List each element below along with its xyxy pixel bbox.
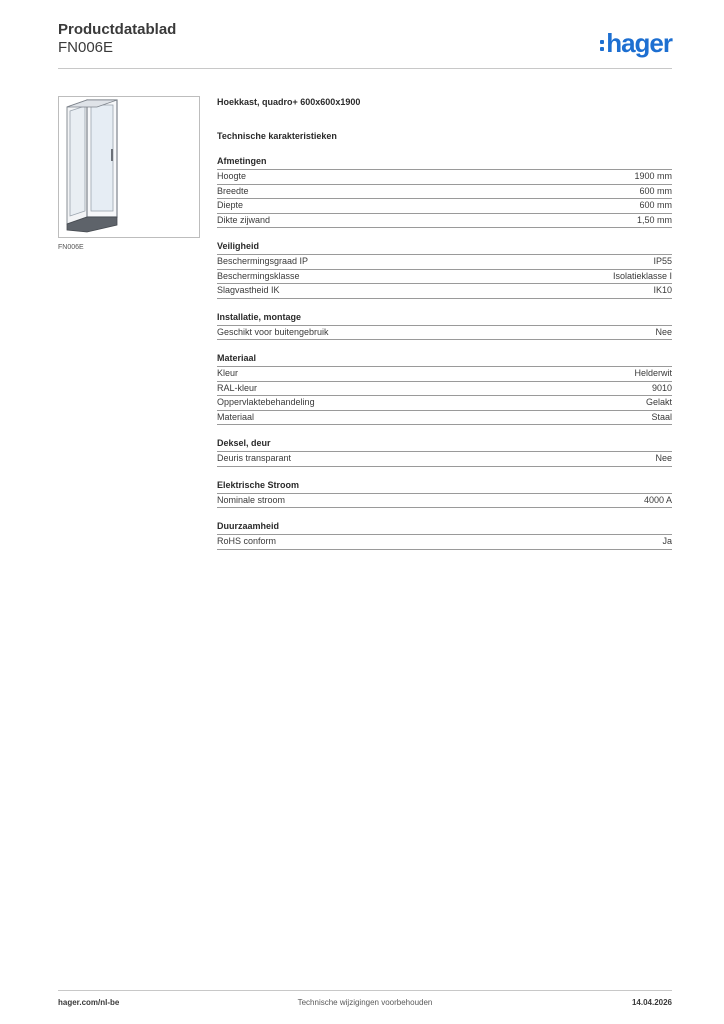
spec-row [217, 214, 672, 229]
page-header [58, 20, 176, 57]
spec-row [217, 270, 672, 285]
image-caption: FN006E [58, 244, 84, 251]
spec-label: Breedte [217, 185, 249, 196]
spec-label: RAL-kleur [217, 382, 258, 393]
product-name: Hoekkast, quadro+ 600x600x1900 [217, 97, 361, 107]
spec-section [217, 241, 672, 299]
hager-logo [600, 30, 672, 56]
section-title: Duurzaamheid [217, 521, 672, 535]
spec-row [217, 396, 672, 411]
spec-row [217, 494, 672, 509]
spec-row [217, 382, 672, 397]
footer-date: 14.04.2026 [631, 998, 672, 1007]
spec-row [217, 411, 672, 426]
footer-website[interactable]: hager.com/nl-be [58, 998, 120, 1007]
spec-label: Deuris transparant [217, 453, 292, 463]
spec-row [217, 284, 672, 299]
spec-value: 600 mm [639, 185, 672, 196]
spec-value: 1900 mm [634, 171, 672, 181]
spec-label: Geschikt voor buitengebruik [217, 326, 329, 337]
spec-value: Helderwit [634, 368, 672, 378]
spec-label: Beschermingsgraad IP [217, 256, 309, 266]
spec-row [217, 185, 672, 200]
spec-label: RoHS conform [217, 536, 277, 546]
section-title: Veiligheid [217, 241, 672, 255]
logo-dots-icon [600, 40, 604, 51]
tech-heading: Technische karakteristieken [217, 131, 337, 141]
spec-value: Staal [651, 411, 672, 422]
spec-row [217, 170, 672, 185]
spec-value: Ja [662, 536, 672, 546]
spec-label: Slagvastheid IK [217, 285, 280, 295]
footer-notice: Technische wijzigingen voorbehouden [297, 998, 433, 1007]
spec-section [217, 480, 672, 509]
spec-value: Isolatieklasse I [612, 270, 672, 281]
spec-value: 600 mm [639, 200, 672, 210]
spec-section [217, 353, 672, 425]
spec-section [217, 312, 672, 341]
page-footer [58, 998, 672, 1007]
spec-section [217, 521, 672, 550]
spec-label: Nominale stroom [217, 494, 286, 505]
logo-text: hager [606, 28, 672, 58]
section-title: Materiaal [217, 353, 672, 367]
spec-sections [217, 156, 672, 550]
spec-label: Kleur [217, 368, 239, 378]
spec-label: Materiaal [217, 411, 255, 422]
spec-row [217, 199, 672, 214]
section-title: Elektrische Stroom [217, 480, 672, 494]
product-image [58, 96, 200, 238]
spec-row [217, 367, 672, 382]
spec-value: IP55 [653, 256, 672, 266]
spec-row [217, 255, 672, 270]
section-title: Deksel, deur [217, 438, 672, 452]
spec-value: 1,50 mm [636, 214, 672, 225]
spec-value: Nee [655, 453, 672, 463]
section-title: Afmetingen [217, 156, 672, 170]
spec-section [217, 156, 672, 228]
page-title: Productdatablad [58, 21, 177, 38]
spec-label: Oppervlaktebehandeling [217, 397, 315, 407]
spec-label: Dikte zijwand [217, 214, 271, 225]
spec-value: Nee [655, 326, 672, 337]
section-title: Installatie, montage [217, 312, 672, 326]
header-divider [58, 68, 672, 69]
enclosure-cabinet-icon [59, 97, 199, 237]
spec-label: Hoogte [217, 171, 247, 181]
spec-row [217, 535, 672, 550]
spec-value: 9010 [651, 382, 672, 393]
spec-section [217, 438, 672, 467]
product-code: FN006E [58, 39, 114, 56]
spec-row [217, 326, 672, 341]
footer-divider [58, 990, 672, 991]
spec-content [217, 96, 672, 550]
spec-value: 4000 A [643, 494, 672, 505]
spec-label: Beschermingsklasse [217, 270, 300, 281]
spec-label: Diepte [217, 200, 244, 210]
spec-value: Gelakt [645, 397, 672, 407]
spec-value: IK10 [653, 285, 672, 295]
spec-row [217, 452, 672, 467]
